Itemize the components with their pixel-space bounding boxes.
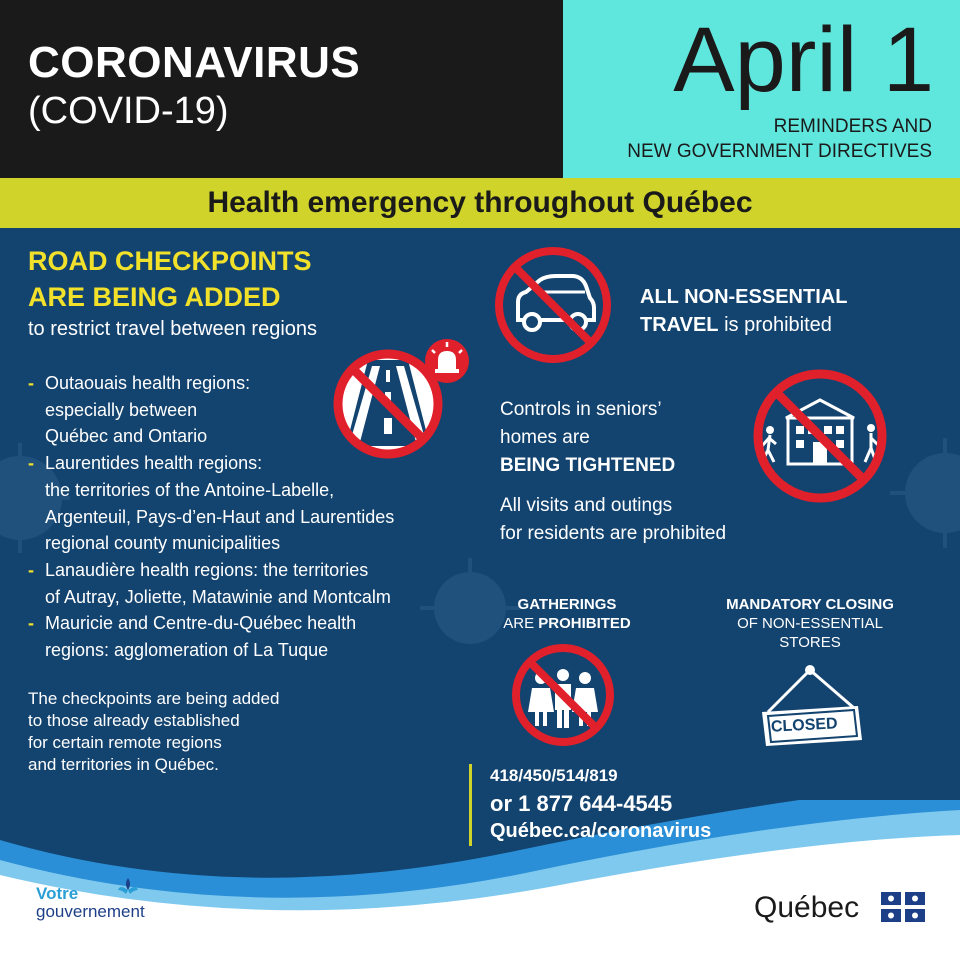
road-heading-line2: ARE BEING ADDED	[28, 282, 281, 312]
phone-numbers: 418/450/514/819	[490, 766, 618, 785]
seniors-line3: BEING TIGHTENED	[500, 455, 676, 476]
note-line: The checkpoints are being added	[28, 689, 280, 708]
travel-line2	[640, 314, 832, 337]
note-line: for certain remote regions	[28, 733, 222, 752]
title-covid19: (COVID-19)	[28, 90, 229, 132]
list-line: especially between	[45, 399, 198, 420]
list-item	[28, 610, 478, 663]
toll-free-prefix: or 1 877	[490, 791, 580, 816]
gatherings-line2-pre: ARE	[503, 615, 539, 632]
note-line: to those already established	[28, 711, 240, 730]
gouvernement-text: gouvernement	[36, 902, 145, 921]
quebec-wordmark: Québec	[754, 891, 860, 924]
list-dash: -	[28, 559, 34, 580]
road-heading-line1: ROAD CHECKPOINTS	[28, 246, 312, 276]
header-dark-panel	[0, 0, 563, 178]
date-heading: April 1	[673, 9, 934, 111]
road-subheading: to restrict travel between regions	[28, 318, 318, 340]
gatherings-line1: GATHERINGS	[517, 596, 617, 613]
note-line: and territories in Québec.	[28, 755, 219, 774]
title-coronavirus: CORONAVIRUS	[28, 38, 361, 87]
list-line: Lanaudière health regions: the territories	[45, 559, 369, 580]
car-icon	[490, 242, 616, 368]
list-line: regional county municipalities	[45, 533, 281, 554]
footer-wave	[0, 800, 960, 960]
list-line: Argenteuil, Pays-d’en-Haut and Laurentides	[45, 506, 395, 527]
list-dash: -	[28, 453, 34, 474]
closing-line3: STORES	[779, 634, 841, 651]
votre-text: Votre	[36, 884, 79, 903]
list-item	[28, 450, 478, 557]
contact-divider	[469, 764, 472, 846]
list-line: the territories of the Antoine-Labelle,	[45, 479, 335, 500]
travel-line1-bold: ALL NON-ESSENTIAL	[640, 286, 848, 308]
banner-text: Health emergency throughout Québec	[207, 186, 753, 219]
travel-line2-rest: is prohibited	[718, 314, 832, 336]
list-line: regions: agglomeration of La Tuque	[45, 640, 329, 661]
list-line: Laurentides health regions:	[45, 453, 263, 474]
reminders-line1: REMINDERS AND	[773, 116, 932, 137]
toll-free-main: 644-4545	[579, 791, 673, 816]
toll-free-number	[490, 791, 672, 817]
quebec-flag-icon	[881, 892, 925, 922]
seniors-home-icon	[744, 366, 896, 506]
closed-sign-icon	[752, 660, 872, 752]
list-line: of Autray, Joliette, Matawinie and Montcalm	[45, 586, 391, 607]
list-line: Outaouais health regions:	[45, 373, 251, 393]
list-dash: -	[28, 373, 34, 393]
visits-text	[500, 492, 726, 548]
list-line: Mauricie and Centre-du-Québec health	[45, 613, 357, 634]
visits-line2: for residents are prohibited	[500, 523, 727, 544]
reminders-line2: NEW GOVERNMENT DIRECTIVES	[627, 141, 932, 162]
gatherings-line2-bold: PROHIBITED	[538, 615, 631, 632]
website-link[interactable]: Québec.ca/coronavirus	[490, 820, 712, 842]
seniors-line1: Controls in seniors’	[500, 399, 662, 420]
closing-line1: MANDATORY CLOSING	[726, 596, 894, 613]
seniors-text	[500, 396, 675, 480]
gatherings-line2	[497, 615, 637, 632]
closing-line2: OF NON-ESSENTIAL	[737, 615, 883, 632]
seniors-line2: homes are	[500, 427, 590, 448]
list-dash: -	[28, 613, 34, 634]
travel-line1	[640, 286, 847, 309]
travel-line2-bold: TRAVEL	[640, 314, 719, 336]
checkpoint-note	[28, 688, 279, 776]
people-group-icon	[508, 640, 618, 750]
fleur-de-lis-icon	[116, 876, 140, 900]
emergency-banner	[0, 178, 960, 228]
closed-sign-text: CLOSED	[770, 715, 839, 736]
list-line: Québec and Ontario	[45, 426, 208, 447]
alarm-light-icon	[424, 338, 470, 384]
visits-line1: All visits and outings	[500, 495, 673, 516]
list-item	[28, 557, 478, 610]
